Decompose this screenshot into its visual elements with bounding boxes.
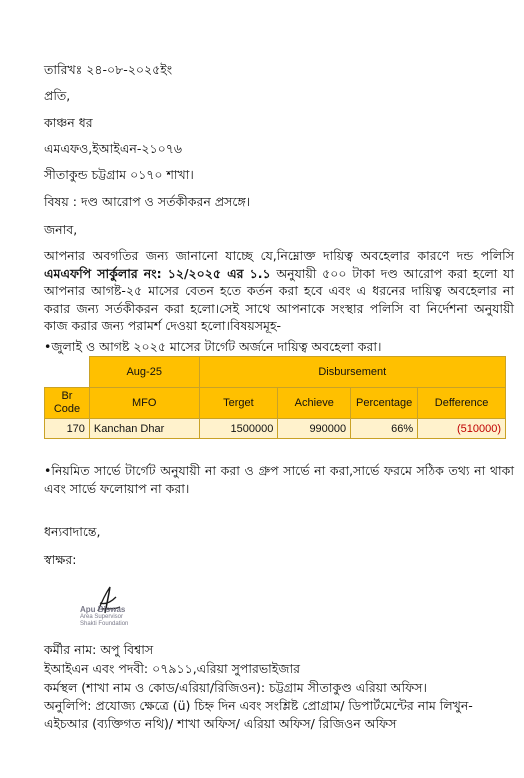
- month-header: Aug-25: [89, 357, 199, 388]
- body-text-part2: অনুযায়ী ৫০০ টাকা দণ্ড আরোপ করা হলো যা আপনার আগষ্ট-২৫ মাসের বেতন হতে কর্তন করা হবে এবং এ ধরনের দায়িত্ব অবহেলার না করার জন্য সর্তকীকরন করা হলো।সেই সাথে আপনাকে সংস্থার পলিসি বা নির্দেশনা অনুযায়ী কাজ করার জন্য পরামর্শ দেওয়া হলো।বিষয়সমূহ-: [44, 265, 514, 333]
- col-percentage: Percentage: [351, 388, 418, 419]
- disbursement-header: Disbursement: [199, 357, 505, 388]
- copy-line-2: এইচআর (ব্যক্তিগত নথি)/ শাখা অফিস/ এরিয়া অফিস/ রিজিওন অফিস: [44, 716, 397, 731]
- cell-br-code: 170: [45, 419, 90, 439]
- recipient-id: এমএফও,ইআইএন-২১০৭৬: [44, 141, 182, 156]
- point-1: •জুলাই ও আগষ্ট ২০২৫ মাসের টার্গেট অর্জনে দায়িত্ব অবহেলা করা।: [44, 339, 382, 354]
- subject-line: বিষয় : দণ্ড আরোপ ও সর্তকীকরন প্রসঙ্গে।: [44, 194, 251, 209]
- disbursement-table: [44, 356, 506, 439]
- signature-stamp-title: Area Supervisor: [80, 614, 124, 620]
- col-mfo: MFO: [89, 388, 199, 419]
- closing: ধন্যবাদান্তে,: [44, 524, 101, 539]
- cell-target: 1500000: [199, 419, 278, 439]
- workplace: কর্মস্থল (শাখা নাম ও কোড/এরিয়া/রিজিওন): চট্টগ্রাম সীতাকুণ্ড এরিয়া অফিস।: [44, 680, 427, 695]
- cell-achieve: 990000: [278, 419, 351, 439]
- signature-stamp-name: Apu Biswas: [80, 605, 126, 614]
- signature-label: স্বাক্ষর:: [44, 552, 77, 567]
- table-header-row: [45, 357, 506, 388]
- date-line: তারিখঃ ২৪-০৮-২০২৫ইং: [44, 62, 173, 77]
- point-2: •নিয়মিত সার্ভে টার্গেট অনুযায়ী না করা ও গ্রুপ সার্ভে না করা,সার্ভে ফরমে সঠিক তথ্য না থাকা এবং সার্ভে ফলোয়াপ না করা।: [44, 463, 514, 496]
- recipient-name: কাঞ্চন ধর: [44, 115, 93, 130]
- copy-line-1: অনুলিপি: প্রযোজ্য ক্ষেত্রে (ü) চিহ্ন দিন এবং সংশ্লিষ্ট প্রোগ্রাম/ ডিপার্টমেন্টের নাম লিখুন-: [44, 698, 473, 713]
- col-br-code: Br Code: [45, 388, 90, 419]
- circular-reference: এমএফপি সার্কুলার নং: ১২/২০২৫ এর ১.১: [44, 265, 271, 281]
- table-row: [45, 419, 506, 439]
- salutation: জনাব,: [44, 222, 78, 237]
- table-column-header-row: [45, 388, 506, 419]
- col-difference: Defference: [418, 388, 506, 419]
- employee-id: ইআইএন এবং পদবী: ০৭৯১১,এরিয়া সুপারভাইজার: [44, 661, 300, 676]
- employee-name: কর্মীর নাম: অপু বিশ্বাস: [44, 642, 154, 657]
- col-target: Terget: [199, 388, 278, 419]
- cell-difference: (510000): [418, 419, 506, 439]
- recipient-branch: সীতাকুন্ড চট্টগ্রাম ০১৭০ শাখা।: [44, 167, 194, 182]
- body-paragraph: [44, 247, 514, 335]
- body-text-part1: আপনার অবগতির জন্য জানানো যাচ্ছে যে,নিম্নোক্ত দায়িত্ব অবহেলার কারণে দন্ড পলিসি: [44, 248, 514, 263]
- table-corner-cell: [45, 357, 90, 388]
- cell-percentage: 66%: [351, 419, 418, 439]
- cell-mfo: Kanchan Dhar: [89, 419, 199, 439]
- signature-stamp-org: Shakti Foundation: [80, 621, 129, 627]
- to-line: প্রতি,: [44, 88, 71, 103]
- col-achieve: Achieve: [278, 388, 351, 419]
